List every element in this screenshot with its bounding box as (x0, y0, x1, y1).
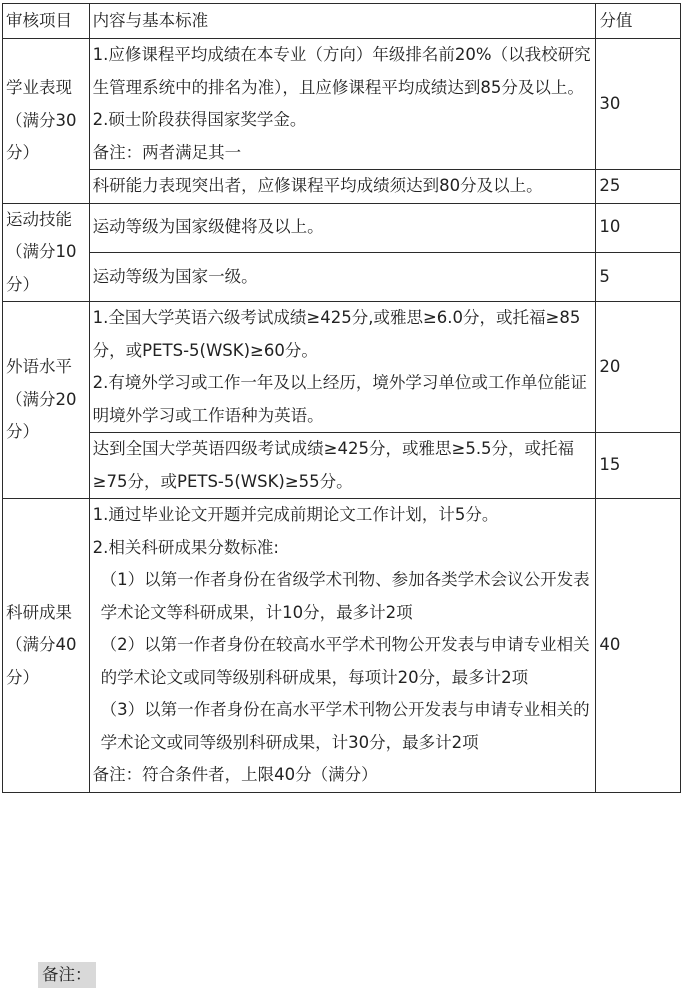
criteria-line: （1）以第一作者身份在省级学术刊物、参加各类学术会议公开发表学术论文等科研成果，计10分，最多计2项 (100, 570, 590, 622)
criteria-cell (89, 203, 596, 252)
table-row (3, 433, 681, 499)
criteria-cell (89, 39, 596, 170)
table-row (3, 170, 681, 204)
table-row (3, 203, 681, 252)
criteria-line: 1.通过毕业论文开题并完成前期论文工作计划，计5分。 (92, 505, 499, 524)
criteria-line: 运动等级为国家一级。 (92, 266, 258, 286)
category-cell: 外语水平（满分20分） (3, 302, 90, 499)
criteria-line: （2）以第一作者身份在较高水平学术刊物公开发表与申请专业相关的学术论文或同等级别科研成果，每项计20分，最多计2项 (100, 635, 590, 687)
criteria-line: 备注：符合条件者，上限40分（满分） (92, 765, 378, 784)
table-row (3, 302, 681, 433)
criteria-line: 1.全国大学英语六级考试成绩≥425分,或雅思≥6.0分，或托福≥85分，或PETS-5(WSK)≥60分。 (92, 308, 581, 360)
score-cell: 10 (596, 203, 681, 252)
criteria-line: 备注：两者满足其一 (92, 142, 242, 162)
table-row (3, 499, 681, 793)
criteria-line: 2.硕士阶段获得国家奖学金。 (92, 110, 307, 129)
criteria-cell (89, 433, 596, 499)
criteria-line: （3）以第一作者身份在高水平学术刊物公开发表与申请专业相关的学术论文或同等级别科研成果，计30分，最多计2项 (100, 700, 590, 752)
table-row (3, 39, 681, 170)
category-cell: 学业表现（满分30分） (3, 39, 90, 204)
criteria-line: 运动等级为国家级健将及以上。 (92, 217, 324, 237)
score-cell: 5 (596, 252, 681, 301)
category-cell: 科研成果（满分40分） (3, 499, 90, 793)
table-row (3, 252, 681, 301)
score-cell: 30 (596, 39, 681, 170)
scoring-table (2, 3, 681, 793)
header-audit-item: 审核项目 (3, 4, 90, 39)
table-body (3, 39, 681, 793)
score-cell: 15 (596, 433, 681, 499)
criteria-cell (89, 499, 596, 793)
criteria-cell (89, 302, 596, 433)
header-content-standard: 内容与基本标准 (89, 4, 596, 39)
criteria-line: 达到全国大学英语四级考试成绩≥425分，或雅思≥5.5分，或托福≥75分，或PETS-5(WSK)≥55分。 (92, 439, 575, 491)
category-cell: 运动技能（满分10分） (3, 203, 90, 302)
score-cell: 40 (596, 499, 681, 793)
criteria-line: 科研能力表现突出者，应修课程平均成绩须达到80分及以上。 (92, 176, 543, 195)
header-score: 分值 (596, 4, 681, 39)
criteria-line: 2.有境外学习或工作一年及以上经历，境外学习单位或工作单位能证明境外学习或工作语种为英语。 (92, 373, 587, 425)
criteria-cell (89, 170, 596, 204)
table-header-row (3, 4, 681, 39)
criteria-line: 1.应修课程平均成绩在本专业（方向）年级排名前20%（以我校研究生管理系统中的排名为准），且应修课程平均成绩达到85分及以上。 (92, 45, 591, 97)
criteria-line: 2.相关科研成果分数标准: (92, 537, 279, 557)
score-cell: 25 (596, 170, 681, 204)
score-cell: 20 (596, 302, 681, 433)
footer-note: 备注： (38, 962, 96, 988)
criteria-cell (89, 252, 596, 301)
